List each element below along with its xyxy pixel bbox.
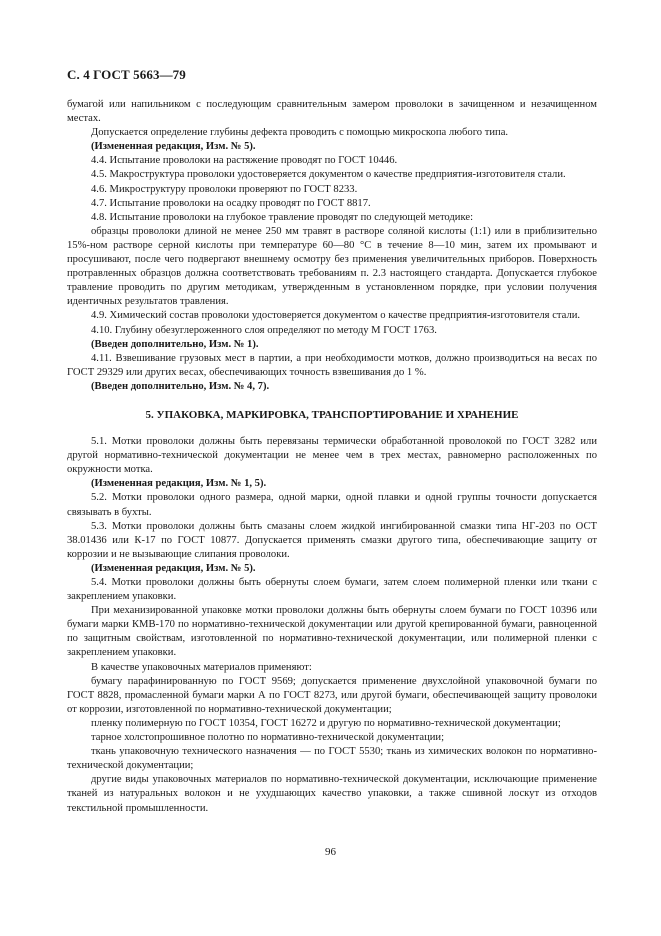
clause-group-5: [67, 435, 597, 816]
page-number: 96: [325, 846, 336, 858]
body-text: [67, 98, 597, 816]
paragraph: 5.3. Мотки проволоки должны быть смазаны слоем жидкой ингибированной смазки типа НГ-203 по ОСТ 38.01436 или К-17 по ГОСТ 10877. Допускается применять смазки другого типа, обеспечивающие защиту от коррозии и не вызывающие слипания проволоки.: [67, 520, 597, 560]
section-title: 5. УПАКОВКА, МАРКИРОВКА, ТРАНСПОРТИРОВАНИЕ И ХРАНЕНИЕ: [145, 408, 519, 421]
paragraph: 4.5. Макроструктура проволоки удостоверяется документом о качестве предприятия-изготовителя стали.: [91, 169, 566, 181]
paragraph: 5.2. Мотки проволоки одного размера, одной марки, одной плавки и одной группы точности допускается связывать в бухты.: [67, 492, 597, 518]
paragraph: 4.4. Испытание проволоки на растяжение проводят по ГОСТ 10446.: [91, 155, 398, 167]
paragraph: 4.7. Испытание проволоки на осадку проводят по ГОСТ 8817.: [91, 197, 371, 209]
paragraph: Допускается определение глубины дефекта проводить с помощью микроскопа любого типа.: [91, 127, 509, 139]
amendment-note: (Измененная редакция, Изм. № 5).: [91, 141, 256, 153]
amendment-note: (Введен дополнительно, Изм. № 4, 7).: [91, 380, 270, 392]
page-header: С. 4 ГОСТ 5663—79: [67, 67, 186, 82]
amendment-note: (Введен дополнительно, Изм. № 1).: [91, 338, 259, 350]
paragraph: 5.1. Мотки проволоки должны быть перевязаны термически обработанной проволокой по ГОСТ 3282 или другой нормативно-технической документации не менее чем в трех местах, равномерно расположенных по окружности мотка.: [67, 436, 597, 476]
paragraph: 4.10. Глубину обезуглероженного слоя определяют по методу М ГОСТ 1763.: [91, 324, 437, 336]
paragraph: пленку полимерную по ГОСТ 10354, ГОСТ 16272 и другую по нормативно-технической документации;: [91, 717, 561, 729]
paragraph: другие виды упаковочных материалов по нормативно-технической документации, исключающие применение тканей из натуральных волокон и не ухудшающих качество упаковки, а также сшивной лоскут из отходов текстильной промышленности.: [67, 774, 597, 814]
paragraph: 4.9. Химический состав проволоки удостоверяется документом о качестве предприятия-изготовителя стали.: [91, 310, 581, 322]
paragraph: В качестве упаковочных материалов применяют:: [91, 661, 312, 673]
paragraph: 4.6. Микроструктуру проволоки проверяют по ГОСТ 8233.: [91, 183, 358, 195]
amendment-note: (Измененная редакция, Изм. № 5).: [91, 562, 256, 574]
paragraph: образцы проволоки длиной не менее 250 мм травят в растворе соляной кислоты (1:1) или в приблизительно 15%-ном растворе серной кислоты при температуре 60—80 °С в течение 8—10 мин, затем их промывают и просушивают, после чего подвергают внешнему осмотру без применения увеличительных приборов. Поверхность протравленных образцов должна соответствовать требованиям п. 2.3 настоящего стандарта. Допускается глубокое травление проводить по другим методикам, утвержденным в установленном порядке, при условии получения идентичных результатов травления.: [67, 225, 597, 308]
paragraph: 5.4. Мотки проволоки должны быть обернуты слоем бумаги, затем слоем полимерной пленки или ткани с закреплением упаковки.: [67, 577, 597, 603]
amendment-note: (Измененная редакция, Изм. № 1, 5).: [91, 478, 267, 490]
paragraph: ткань упаковочную технического назначения — по ГОСТ 5530; ткань из химических волокон по нормативно-технической документации;: [67, 746, 597, 772]
paragraph: тарное холстопрошивное полотно по нормативно-технической документации;: [91, 732, 445, 744]
paragraph: 4.8. Испытание проволоки на глубокое травление проводят по следующей методике:: [91, 211, 474, 223]
paragraph: бумагой или напильником с последующим сравнительным замером проволоки в зачищенном и незачищенном местах.: [67, 99, 597, 125]
clause-group-4: [67, 98, 597, 394]
paragraph: бумагу парафинированную по ГОСТ 9569; допускается применение двухслойной упаковочной бумаги по ГОСТ 8828, промасленной бумаги марки А по ГОСТ 8273, или другой бумаги, обеспечивающей защиту проволоки от коррозии, изготовленной по нормативно-технической документации;: [67, 675, 597, 715]
paragraph: 4.11. Взвешивание грузовых мест в партии, а при необходимости мотков, должно производиться на весах по ГОСТ 29329 или других весах, обеспечивающих точность взвешивания до 1 %.: [67, 352, 597, 378]
paragraph: При механизированной упаковке мотки проволоки должны быть обернуты слоем бумаги по ГОСТ 10396 или бумаги марки КМВ-170 по нормативно-технической документации или другой крепированной бумаги, равноценной по защитным свойствам, изготовленной по нормативно-технической документации, или полимерной пленки с закреплением упаковки.: [67, 605, 597, 659]
